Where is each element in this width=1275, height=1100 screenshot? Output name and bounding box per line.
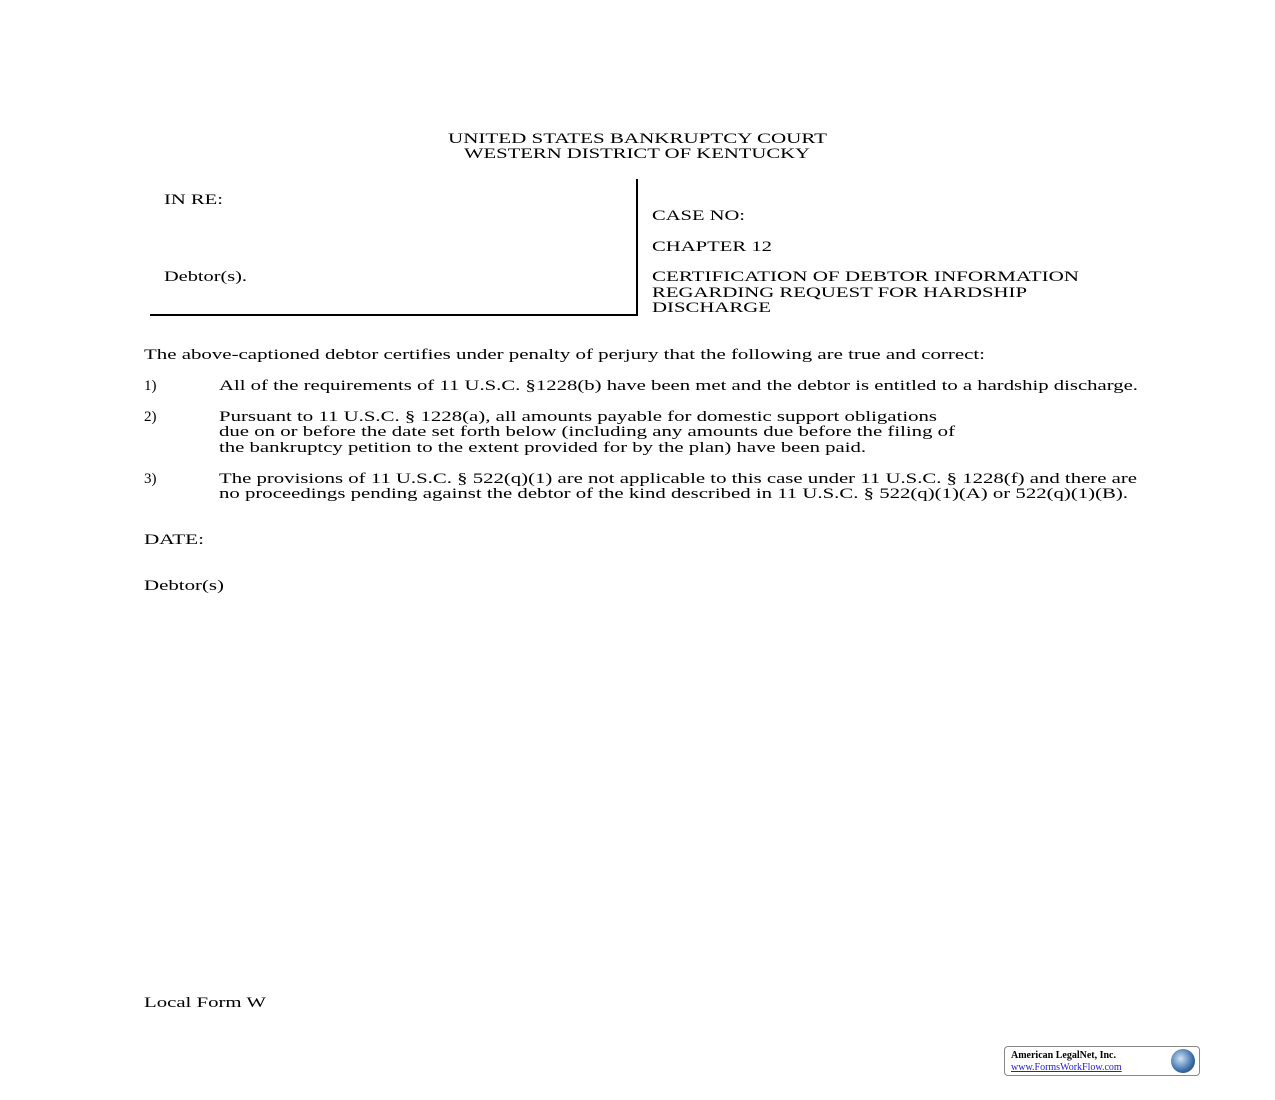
document-title-line: CERTIFICATION OF DEBTOR INFORMATION bbox=[652, 269, 1079, 285]
caption-divider-vertical bbox=[636, 179, 638, 316]
date-label: DATE: bbox=[144, 532, 204, 548]
logo-company-name: American LegalNet, Inc. bbox=[1011, 1050, 1116, 1061]
item-text: due on or before the date set forth below (including any amounts due before the filing of bbox=[219, 424, 955, 440]
item-text: Pursuant to 11 U.S.C. § 1228(a), all amounts payable for domestic support obligations bbox=[219, 409, 937, 425]
document-title-line: REGARDING REQUEST FOR HARDSHIP bbox=[652, 285, 1027, 301]
local-form-label: Local Form W bbox=[144, 995, 266, 1011]
document-title-line: DISCHARGE bbox=[652, 300, 771, 316]
item-text: the bankruptcy petition to the extent provided for by the plan) have been paid. bbox=[219, 440, 866, 456]
item-text: The provisions of 11 U.S.C. § 522(q)(1) are not applicable to this case under 11 U.S.C. § 1228(f) and there are bbox=[219, 471, 1137, 487]
intro-text: The above-captioned debtor certifies under penalty of perjury that the following are true and correct: bbox=[144, 347, 985, 363]
caption-divider-horizontal bbox=[150, 314, 638, 316]
globe-icon bbox=[1171, 1049, 1195, 1073]
in-re-label: IN RE: bbox=[164, 192, 223, 208]
publisher-logo[interactable] bbox=[1004, 1046, 1200, 1076]
case-no-label: CASE NO: bbox=[652, 208, 745, 224]
item-number: 1) bbox=[144, 378, 157, 394]
signature-label: Debtor(s) bbox=[144, 578, 224, 594]
district-name: WESTERN DISTRICT OF KENTUCKY bbox=[464, 146, 810, 162]
item-text: All of the requirements of 11 U.S.C. §1228(b) have been met and the debtor is entitled to a hardship discharge. bbox=[219, 378, 1138, 394]
chapter-label: CHAPTER 12 bbox=[652, 239, 772, 255]
item-number: 2) bbox=[144, 409, 157, 425]
item-text: no proceedings pending against the debtor of the kind described in 11 U.S.C. § 522(q)(1)(A) or 522(q)(1)(B). bbox=[219, 486, 1128, 502]
item-number: 3) bbox=[144, 471, 157, 487]
debtors-label: Debtor(s). bbox=[164, 269, 247, 285]
court-name: UNITED STATES BANKRUPTCY COURT bbox=[448, 131, 827, 147]
logo-url-link[interactable]: www.FormsWorkFlow.com bbox=[1011, 1062, 1122, 1073]
